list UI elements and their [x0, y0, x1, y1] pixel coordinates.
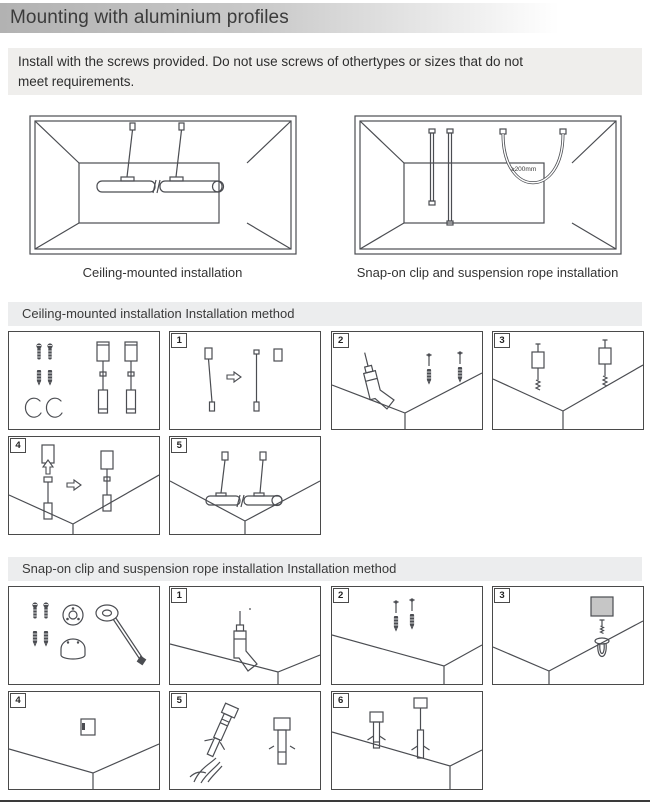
rope-step-5-panel [169, 691, 321, 790]
fix-clip-diagram [493, 587, 643, 684]
note-box [8, 48, 642, 95]
ceiling-step-2-panel [331, 331, 483, 430]
ceiling-mounted-steps-grid [8, 331, 642, 535]
step-number-badge: 1 [171, 333, 187, 348]
step-number-badge: 4 [10, 438, 26, 453]
clip-base-latch [82, 723, 85, 730]
ceiling-plane [493, 365, 643, 429]
step-number-badge: 5 [171, 693, 187, 708]
screws-icon [32, 602, 48, 618]
page-bottom-rule [0, 800, 650, 802]
note-line-2: meet requirements. [18, 74, 135, 89]
rope-assembly-icon [269, 718, 295, 764]
attach-rope-diagram [170, 692, 320, 789]
rope-step-2-panel [331, 586, 483, 685]
room-perspective-frame [355, 116, 621, 254]
long-rope-assembly-icon [411, 698, 429, 758]
ceiling-plane [170, 481, 320, 534]
overview-diagrams [0, 115, 650, 280]
ceiling-parts-diagram [9, 332, 159, 429]
assembled-rod-icon [101, 451, 113, 511]
snap-on-rope-steps-grid [8, 586, 642, 790]
screws-icon [36, 343, 52, 359]
anchors-icon [37, 370, 52, 384]
snap-on-rope-figure [325, 115, 650, 280]
section-header-ceiling-mounted: Ceiling-mounted installation Installation method [8, 302, 642, 326]
ceiling-plane [332, 732, 482, 789]
rope-parts-diagram [9, 587, 159, 684]
screw-anchor-icon [393, 600, 398, 630]
rod-parts-stack-icon [42, 445, 54, 519]
step-number-badge: 3 [494, 333, 510, 348]
note-line-1: Install with the screws provided. Do not use screws of othertypes or sizes that do not [18, 54, 523, 69]
rope-step-4-panel [8, 691, 160, 790]
screw-anchor-icon [409, 598, 414, 628]
hanging-linear-profiles [429, 129, 453, 225]
ceiling-plane [9, 475, 159, 534]
ceiling-mounted-caption: Ceiling-mounted installation [82, 265, 243, 280]
insert-anchors-diagram [332, 587, 482, 684]
profile-tube-icon [206, 495, 282, 507]
ceiling-mounted-figure [0, 115, 325, 280]
ceiling-plane [170, 644, 320, 684]
step-number-badge: 1 [171, 588, 187, 603]
suspended-profile-light [97, 123, 224, 193]
rod-assembly-diagram [170, 332, 320, 429]
snap-clip-side-icon [61, 639, 85, 659]
page-title: Mounting with aluminium profiles [0, 3, 650, 33]
step-number-badge: 5 [171, 438, 187, 453]
ceiling-plane [332, 635, 482, 684]
anchors-icon [33, 631, 48, 645]
ceiling-step-1-panel [169, 331, 321, 430]
hanger-fitting-icon [599, 340, 611, 386]
hanger-fitting-icon [532, 344, 544, 390]
arrow-right-icon [67, 480, 81, 490]
room-perspective-frame [30, 116, 296, 254]
screw-icon [599, 620, 604, 634]
ceiling-parts-panel [8, 331, 160, 430]
rope-step-1-panel [169, 586, 321, 685]
step-number-badge: 4 [10, 693, 26, 708]
wire-rod-icon [254, 350, 259, 411]
step-number-badge: 2 [333, 588, 349, 603]
arrow-up-icon [43, 460, 53, 474]
suspension-rope-icon [96, 605, 146, 665]
connector-sleeve-icon [274, 349, 282, 361]
hang-ropes-diagram [332, 692, 482, 789]
clip-box-icon [591, 597, 613, 616]
step-number-badge: 6 [333, 693, 349, 708]
suspension-rope-u-loop [500, 129, 566, 183]
hang-profile-diagram [170, 437, 320, 534]
rope-parts-panel [8, 586, 160, 685]
drill-ceiling-diagram [170, 587, 320, 684]
hand-icon [190, 758, 222, 783]
suspension-rod-icon [205, 348, 215, 411]
screw-anchor-icon [426, 353, 431, 383]
ceiling-step-4-panel [8, 436, 160, 535]
tilted-rope-assembly-icon [200, 702, 242, 760]
rope-length-label: ≥200mm [510, 166, 536, 173]
connect-rod-diagram [9, 437, 159, 534]
ceiling-plane [9, 744, 159, 789]
screw-anchor-icon [457, 351, 462, 381]
rope-step-3-panel [492, 586, 644, 685]
suspension-rods-icon [216, 452, 266, 496]
drill-ceiling-diagram [332, 332, 482, 429]
suspension-rods-icon [97, 342, 137, 413]
ceiling-plane [493, 621, 643, 684]
step-number-badge: 3 [494, 588, 510, 603]
mounted-base-diagram [9, 692, 159, 789]
step-number-badge: 2 [333, 333, 349, 348]
snap-clip-top-icon [63, 605, 83, 625]
snap-on-rope-caption: Snap-on clip and suspension rope installation [356, 265, 619, 280]
arrow-right-icon [227, 372, 241, 382]
ceiling-mounted-room-diagram [29, 115, 297, 255]
ceiling-step-3-panel [492, 331, 644, 430]
snap-on-rope-room-diagram [354, 115, 622, 255]
drill-dust-dot [249, 608, 251, 610]
mounting-clips-icon [25, 398, 62, 417]
rope-step-6-panel [331, 691, 483, 790]
fix-hangers-diagram [493, 332, 643, 429]
ceiling-step-5-panel [169, 436, 321, 535]
section-header-snap-on-rope: Snap-on clip and suspension rope installation Installation method [8, 557, 642, 581]
